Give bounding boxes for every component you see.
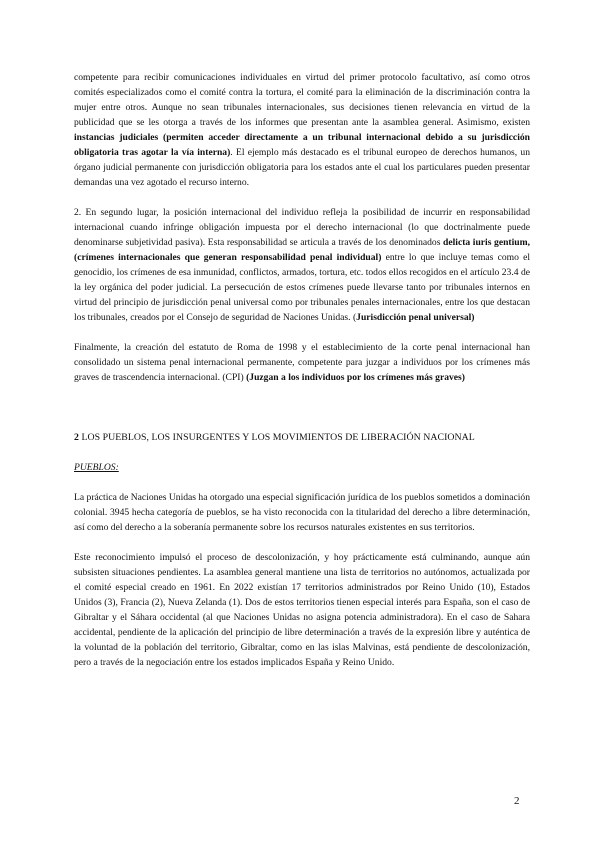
- paragraph-text: entre lo que incluye temas como el genocidio, los crímenes de esa inmunidad, conflictos, armados, tortura, etc. todos ellos recogidos en el artículo 23.4 de la ley orgánica del poder judicial. La persecución de estos crímenes puede llevarse tanto por tribunales internos en virtud del principio de jurisdicción penal universal como por tribunales penales internacionales, entre los que destacan los tribunales, creados por el Consejo de seguridad de Naciones Unidas. (: [74, 252, 530, 323]
- paragraph-international-responsibility: [74, 205, 530, 325]
- paragraph-text: competente para recibir comunicaciones individuales en virtud del primer protocolo facultativo, así como otros comités especializados como el comité contra la tortura, el comité para la eliminación de la discriminación contra la mujer entre otros. Aunque no sean tribunales internacionales, sus decisiones tienen relevancia en virtud de la publicidad que se les otorga a través de los informes que presentan ante la asamblea general. Asimismo, existen: [74, 72, 530, 128]
- paragraph-rome-statute: [74, 340, 530, 385]
- paragraph-text: . El ejemplo más destacado es el tribunal europeo de derechos humanos, un órgano judicial permanente con jurisdicción obligatoria para los estados ante el cual los particulares pueden presentar demandas una vez agotado el recurso interno.: [74, 147, 530, 188]
- section-number: 2: [74, 432, 79, 443]
- paragraph-peoples: La práctica de Naciones Unidas ha otorgado una especial significación jurídica de los pueblos sometidos a dominación colonial. 3945 hecha categoría de pueblos, se ha visto reconocida con la titularidad del derecho a libre determinación, así como del derecho a la soberanía permanente sobre los recursos naturales existentes en sus territorios.: [74, 492, 530, 533]
- bold-text: (Juzgan a los individuos por los crímenes más graves): [246, 372, 465, 383]
- bold-text: delicta iuris gentium, (crímenes internacionales que generan responsabilidad penal individual): [74, 237, 530, 263]
- page-number: 2: [514, 795, 520, 807]
- section-title: LOS PUEBLOS, LOS INSURGENTES Y LOS MOVIMIENTOS DE LIBERACIÓN NACIONAL: [78, 432, 475, 443]
- paragraph-individual-complaints: [74, 70, 530, 190]
- section-heading: [74, 430, 530, 445]
- paragraph-text: Finalmente, la creación del estatuto de Roma de 1998 y el establecimiento de la corte penal internacional han consolidado un sistema penal internacional permanente, competente para juzgar a individuos por los crímenes más graves de trascendencia internacional. (CPI): [74, 342, 530, 383]
- paragraph-decolonization: Este reconocimiento impulsó el proceso de descolonización, y hoy prácticamente está culminando, aunque aún subsisten situaciones pendientes. La asamblea general mantiene una lista de territorios no autónomos, actualizada por el comité especial creado en 1961. En 2022 existían 17 territorios administrados por Reino Unido (10), Estados Unidos (3), Francia (2), Nueva Zelanda (1). Dos de estos territorios tienen especial interés para España, son el caso de Gibraltar y el Sáhara occidental (al que Naciones Unidas no asigna potencia administradora). En el caso de Sahara accidental, pendiente de la aplicación del principio de libre determinación a través de la expresión libre y auténtica de la voluntad de la población del territorio, Gibraltar, como en las islas Malvinas, está pendiente de descolonización, pero a través de la negociación entre los estados implicados España y Reino Unido.: [74, 552, 530, 668]
- paragraph-text: 2. En segundo lugar, la posición internacional del individuo refleja la posibilidad de incurrir en responsabilidad internacional cuando infringe obligación impuesta por el derecho internacional (lo que doctrinalmente puede denominarse subjetividad pasiva). Esta responsabilidad se articula a través de los denominados: [74, 207, 530, 248]
- document-body: [74, 70, 530, 670]
- bold-text: Jurisdicción penal universal): [356, 312, 475, 323]
- bold-text: instancias judiciales (permiten acceder directamente a un tribunal internacional debido a su jurisdicción obligatoria tras agotar la vía interna): [74, 132, 530, 158]
- subheading-pueblos: PUEBLOS:: [74, 462, 119, 473]
